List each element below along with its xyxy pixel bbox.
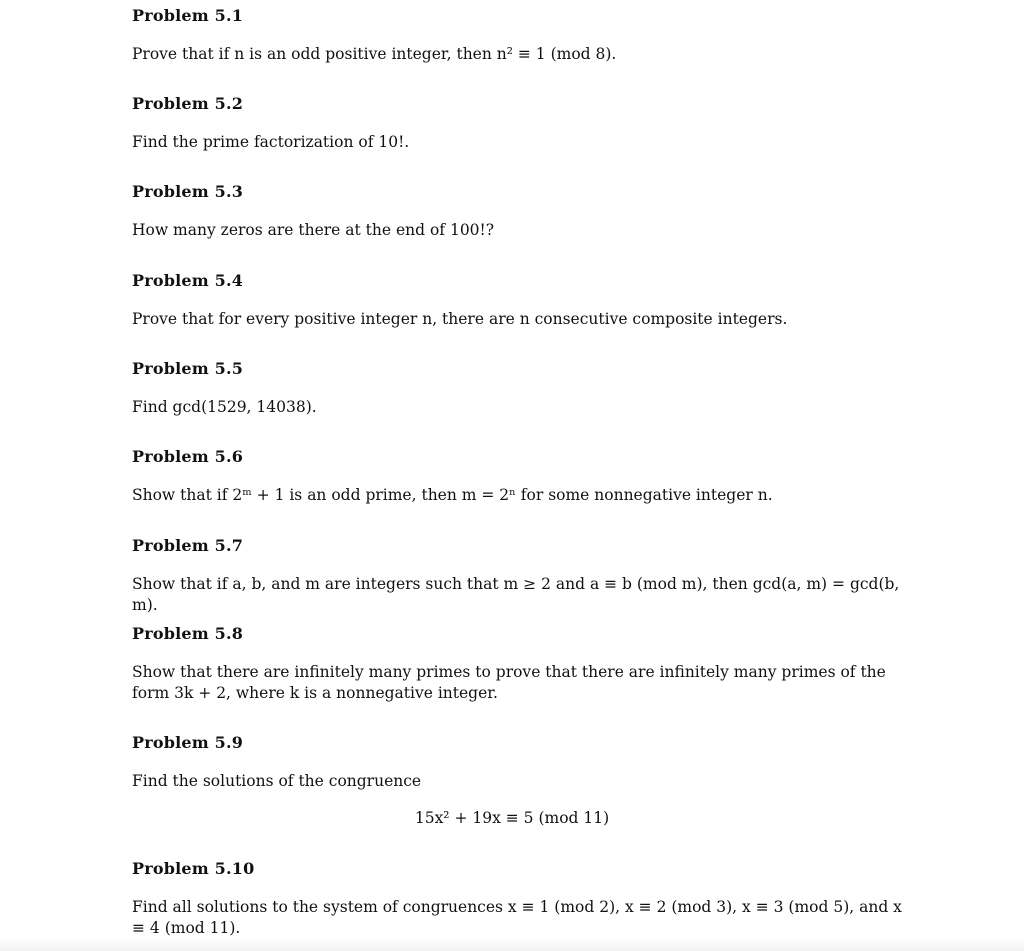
problem-heading-5-9: Problem 5.9 [132, 733, 244, 752]
problem-heading-5-7: Problem 5.7 [132, 536, 244, 555]
problem-text-5-2: Find the prime factorization of 10!. [132, 133, 410, 151]
problem-text-5-7: Show that if a, b, and m are integers such that m ≥ 2 and a ≡ b (mod m), then gcd(a, m) = gcd(b, m). [132, 575, 900, 614]
problem-text-5-4: Prove that for every positive integer n, there are n consecutive composite integers. [132, 310, 788, 328]
problem-text-5-8: Show that there are infinitely many primes to prove that there are infinitely many primes of the form 3k + 2, where k is a nonnegative integer. [132, 663, 886, 702]
problem-text-5-3: How many zeros are there at the end of 100!? [132, 221, 495, 239]
problem-heading-5-5: Problem 5.5 [132, 359, 244, 378]
problem-text-5-10: Find all solutions to the system of congruences x ≡ 1 (mod 2), x ≡ 2 (mod 3), x ≡ 3 (mod 5), and x ≡ 4 (mod 11). [132, 898, 902, 937]
problem-heading-5-10: Problem 5.10 [132, 859, 255, 878]
problem-text-5-6: Show that if 2ᵐ + 1 is an odd prime, then m = 2ⁿ for some nonnegative integer n. [132, 486, 773, 504]
problem-heading-5-4: Problem 5.4 [132, 271, 244, 290]
problem-heading-5-8: Problem 5.8 [132, 624, 244, 643]
problem-heading-5-2: Problem 5.2 [132, 94, 244, 113]
problem-text-5-9: Find the solutions of the congruence [132, 772, 422, 790]
problem-text-5-1: Prove that if n is an odd positive integer, then n² ≡ 1 (mod 8). [132, 45, 617, 63]
problem-text-5-5: Find gcd(1529, 14038). [132, 398, 317, 416]
problem-heading-5-6: Problem 5.6 [132, 447, 244, 466]
congruence-equation: 15x² + 19x ≡ 5 (mod 11) [414, 809, 610, 827]
bottom-fade [0, 937, 1024, 951]
problem-heading-5-3: Problem 5.3 [132, 182, 244, 201]
problem-heading-5-1: Problem 5.1 [132, 6, 244, 25]
